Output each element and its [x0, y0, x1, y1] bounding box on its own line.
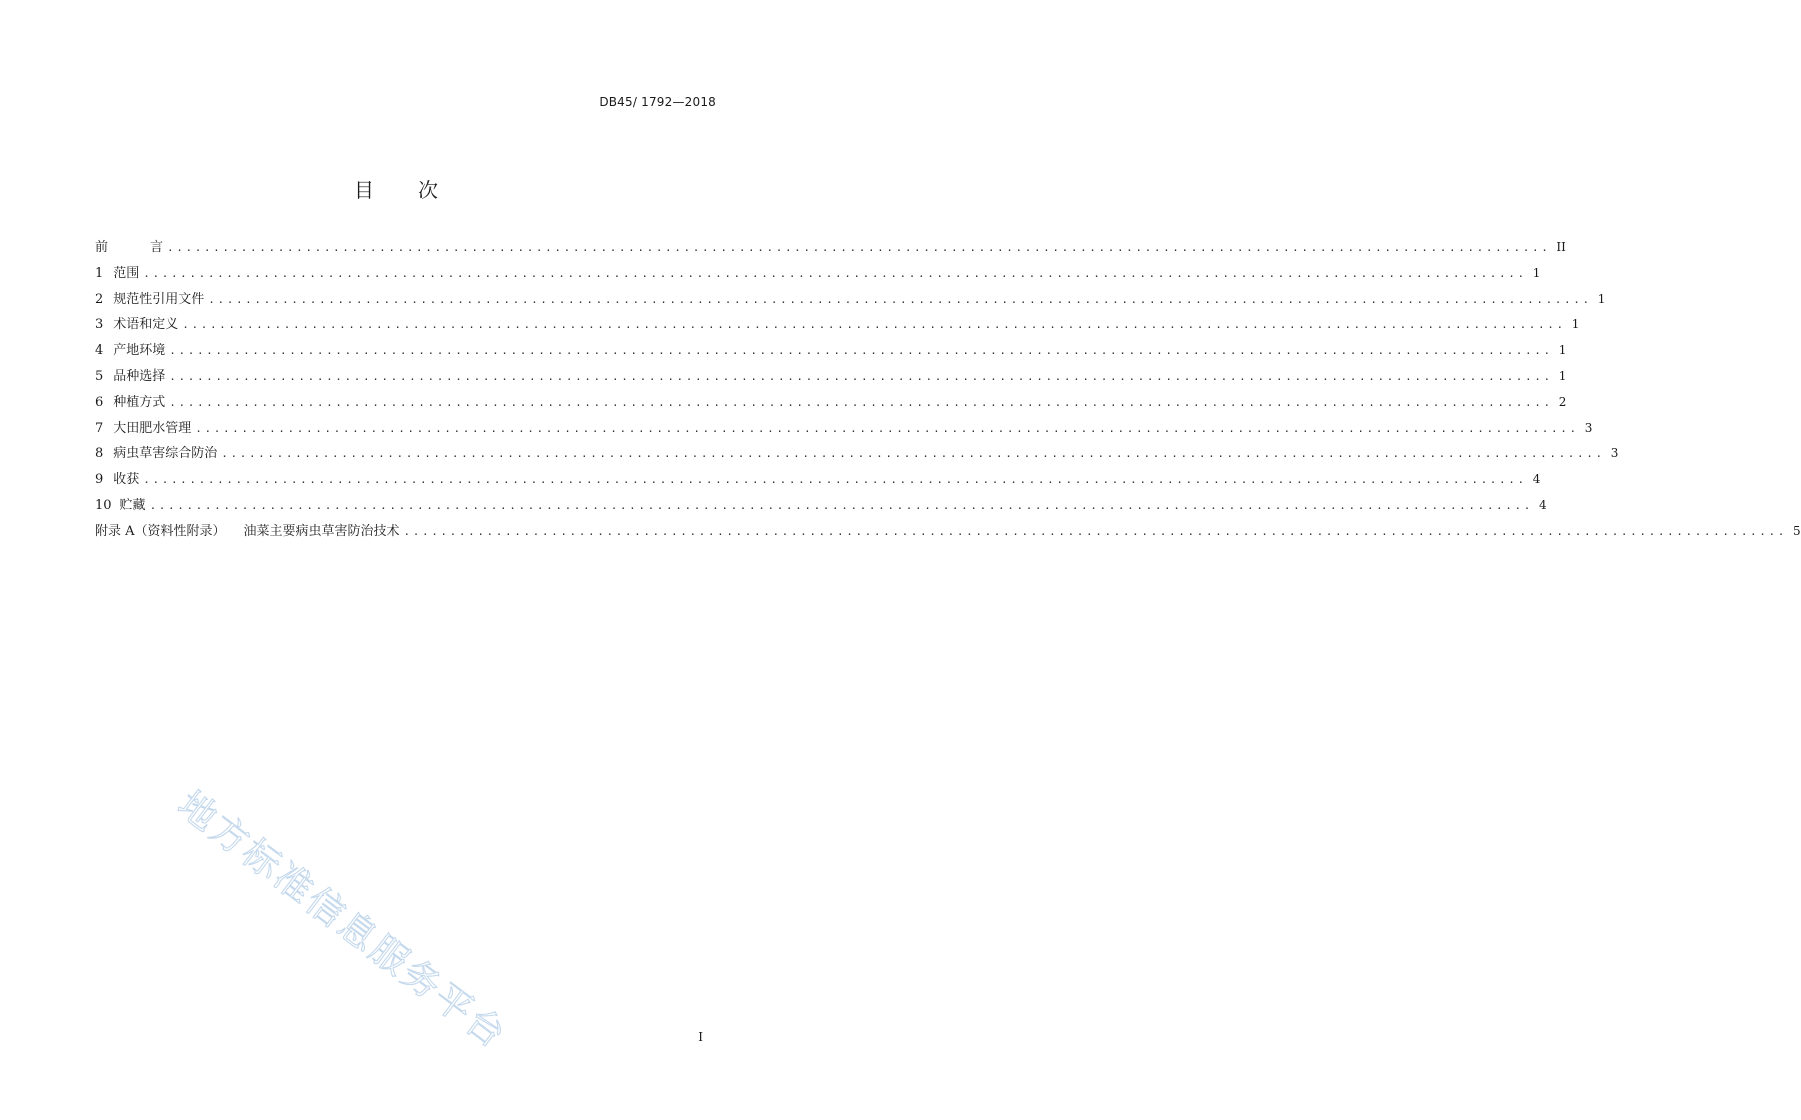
- toc-leader-dots: ......................................................................................................................................................: [143, 266, 1527, 280]
- toc-leader-dots: ......................................................................................................................................................: [169, 344, 1553, 358]
- toc-entry-number: 6: [95, 394, 104, 410]
- toc-entry-number: 3: [95, 317, 104, 333]
- toc-entry-8[interactable]: [95, 442, 1619, 468]
- toc-entry-label: 8 病虫草害综合防治: [95, 446, 218, 462]
- toc-entry-label: 9 收获: [95, 472, 140, 488]
- toc-entry-number: 9: [95, 472, 104, 488]
- toc-entry-7[interactable]: [95, 417, 1593, 443]
- toc-entry-number: 8: [95, 446, 104, 462]
- toc-entry-appendix-a[interactable]: [95, 520, 1801, 546]
- toc-page-number: 1: [1558, 343, 1567, 358]
- toc-entry-label: 前 言: [95, 240, 164, 255]
- toc-leader-dots: ......................................................................................................................................................: [182, 318, 1566, 332]
- toc-entry-number: 1: [95, 265, 104, 281]
- toc-leader-dots: ......................................................................................................................................................: [403, 524, 1787, 538]
- toc-leader-dots: ......................................................................................................................................................: [169, 395, 1553, 409]
- watermark-text: 地方标准信息服务平台: [169, 782, 516, 1058]
- toc-entry-3[interactable]: [95, 313, 1580, 339]
- toc-page-number: 1: [1597, 291, 1606, 306]
- toc-leader-dots: ......................................................................................................................................................: [167, 241, 1551, 254]
- toc-entry-4[interactable]: [95, 339, 1567, 365]
- title-char-2: 次: [418, 178, 438, 202]
- toc-entry-number: 10: [95, 497, 112, 513]
- toc-entry-label: 7 大田肥水管理: [95, 420, 192, 436]
- toc-entry-label: 5 品种选择: [95, 368, 166, 384]
- toc-leader-dots: ......................................................................................................................................................: [149, 498, 1533, 512]
- toc-leader-dots: ......................................................................................................................................................: [221, 447, 1605, 461]
- toc-page-number: 4: [1532, 472, 1541, 487]
- page-title: [0, 174, 792, 203]
- toc-page-number: II: [1556, 240, 1566, 254]
- toc-entry-foreword[interactable]: [95, 236, 1566, 262]
- toc-entry-number: 5: [95, 368, 104, 384]
- title-char-1: 目: [354, 178, 374, 202]
- toc-entry-number: 2: [95, 291, 104, 307]
- toc-page-number: 3: [1610, 446, 1619, 461]
- footer-page-number: I: [698, 1030, 703, 1044]
- toc-leader-dots: ......................................................................................................................................................: [195, 421, 1579, 435]
- toc-entry-2[interactable]: [95, 288, 1606, 314]
- toc-page-number: 2: [1558, 394, 1567, 409]
- toc-entry-5[interactable]: [95, 365, 1567, 391]
- toc-page-number: 1: [1532, 265, 1541, 280]
- toc-entry-number: 7: [95, 420, 104, 436]
- toc-leader-dots: ......................................................................................................................................................: [143, 473, 1527, 487]
- toc-page-number: 3: [1584, 420, 1593, 435]
- toc-entry-label: 4 产地环境: [95, 343, 166, 359]
- toc-entry-label: 3 术语和定义: [95, 317, 179, 333]
- document-code: DB45/ 1792—2018: [599, 95, 716, 109]
- toc-entry-label: 1 范围: [95, 265, 140, 281]
- toc-entry-9[interactable]: [95, 468, 1541, 494]
- table-of-contents: [95, 236, 1801, 546]
- toc-entry-number: 4: [95, 343, 104, 359]
- toc-page-number: 5: [1792, 523, 1801, 538]
- toc-page-number: 1: [1571, 317, 1580, 332]
- toc-entry-label: 附录 A（资料性附录） 油菜主要病虫草害防治技术: [95, 523, 400, 539]
- toc-entry-label: 2 规范性引用文件: [95, 291, 205, 307]
- toc-entry-10[interactable]: [95, 494, 1547, 520]
- toc-leader-dots: ......................................................................................................................................................: [169, 369, 1553, 383]
- toc-page-number: 1: [1558, 368, 1567, 383]
- toc-entry-label: 6 种植方式: [95, 394, 166, 410]
- toc-entry-1[interactable]: [95, 262, 1541, 288]
- toc-entry-6[interactable]: [95, 391, 1567, 417]
- toc-page-number: 4: [1538, 497, 1547, 512]
- toc-entry-label: 10 贮藏: [95, 497, 146, 513]
- toc-leader-dots: ......................................................................................................................................................: [208, 292, 1592, 306]
